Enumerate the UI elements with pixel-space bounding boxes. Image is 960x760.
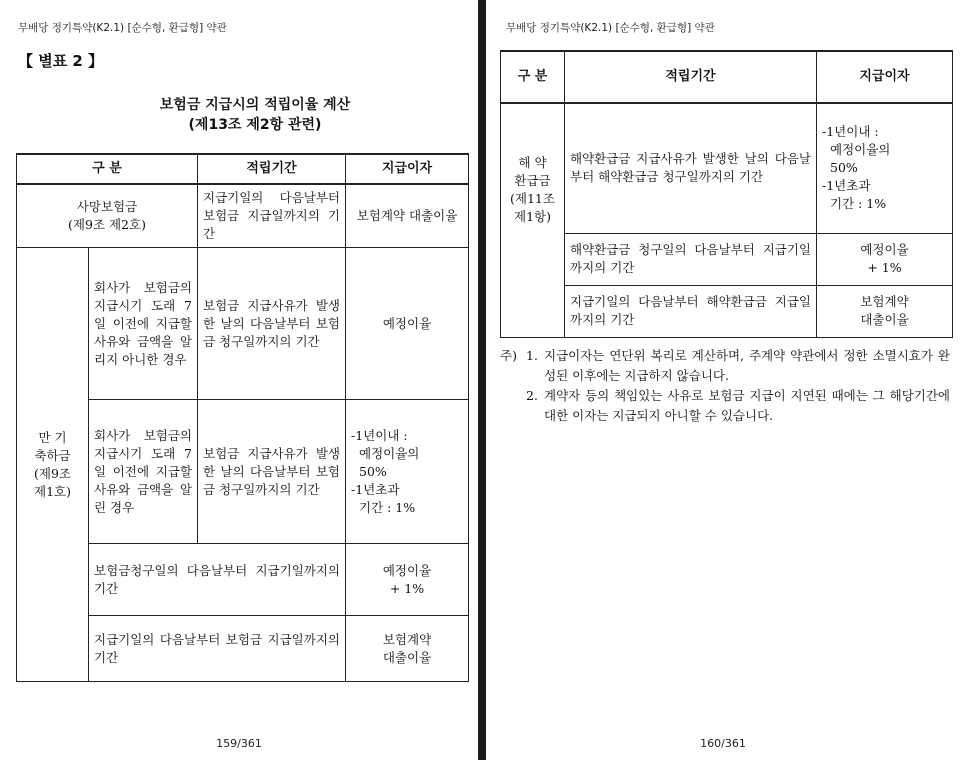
interest-line: 예정이율의 [830, 142, 891, 158]
running-header: 무배당 정기특약(K2.1) [순수형, 환급형] 약관 [18, 22, 227, 34]
refund-period-1: 해약환급금 지급사유가 발생한 날의 다음날부터 해약환급금 청구일까지의 기간 [565, 103, 817, 233]
interest-line: 50% [830, 160, 858, 176]
page-title: 보험금 지급시의 적립이율 계산 [159, 97, 351, 113]
refund-label-3: (제11조 [510, 191, 555, 206]
refund-period-3: 지급기일의 다음날부터 해약환급금 지급일까지의 기간 [565, 285, 817, 337]
refund-cell [501, 103, 565, 337]
maturity-label-3: (제9조 [34, 465, 71, 481]
page-subtitle: (제13조 제2항 관련) [188, 117, 322, 133]
interest-line: -1년초과 [822, 178, 871, 194]
refund-interest-1 [817, 103, 953, 233]
interest-line: + 1% [867, 260, 902, 275]
header-category: 구 분 [17, 154, 198, 184]
interest-line: 기간 : 1% [359, 499, 416, 515]
header-category: 구 분 [501, 51, 565, 103]
header-period: 적립기간 [198, 154, 346, 184]
interest-line: 대출이율 [382, 649, 432, 665]
annex-label: 【 별표 2 】 [18, 52, 104, 70]
condition-notified: 회사가 보험금의 지급시기 도래 7일 이전에 지급할 사유와 금액을 알린 경우 [89, 400, 198, 544]
note-number: 1. [526, 348, 538, 363]
condition-not-notified: 회사가 보험금의 지급시기 도래 7일 이전에 지급할 사유와 금액을 알리지 아니한 경우 [89, 248, 198, 400]
death-period: 지급기일의 다음날부터 보험금 지급일까지의 기간 [198, 184, 346, 248]
footnotes [500, 346, 950, 426]
interest-line: 보험계약 [382, 631, 432, 647]
maturity-label-1: 만 기 [38, 429, 67, 445]
document-page-160 [486, 0, 960, 760]
table-row [17, 184, 469, 248]
maturity-label-2: 축하금 [34, 447, 71, 463]
maturity-cell [17, 248, 89, 682]
refund-label-4: 제1항) [514, 209, 551, 224]
interest-line: 예정이율 [860, 242, 909, 257]
note-text: 지급이자는 연단위 복리로 계산하며, 주계약 약관에서 정한 소멸시효가 완성된 이후에는 지급하지 않습니다. [544, 348, 950, 383]
maturity-interest-3 [346, 544, 469, 616]
note-text: 계약자 등의 책임있는 사유로 보험금 지급이 지연된 때에는 그 해당기간에 대한 이자는 지급되지 아니할 수 있습니다. [544, 388, 950, 423]
document-page-159 [0, 0, 478, 760]
table-row [501, 285, 953, 337]
header-period: 적립기간 [565, 51, 817, 103]
death-benefit-cell [17, 184, 198, 248]
list-item [500, 346, 950, 386]
interest-line: 예정이율 [382, 562, 432, 578]
death-interest: 보험계약 대출이율 [346, 184, 469, 248]
page-number: 159/361 [216, 737, 262, 750]
note-prefix: 주) [500, 348, 517, 363]
refund-label-2: 환급금 [514, 173, 551, 188]
maturity-period-4: 지급기일의 다음날부터 보험금 지급일까지의 기간 [89, 616, 346, 682]
death-benefit-label: 사망보험금 [76, 199, 138, 214]
interest-line: -1년이내 : [351, 427, 408, 443]
note-number: 2. [526, 388, 538, 403]
refund-label-1: 해 약 [518, 155, 547, 170]
list-item [500, 386, 950, 426]
table-row [501, 233, 953, 285]
maturity-interest-4 [346, 616, 469, 682]
interest-table [500, 50, 953, 338]
table-row [501, 103, 953, 233]
maturity-label-4: 제1호) [34, 483, 71, 499]
table-row [17, 248, 469, 400]
maturity-period-3: 보험금청구일의 다음날부터 지급기일까지의 기간 [89, 544, 346, 616]
interest-line: 대출이율 [860, 312, 909, 327]
running-header: 무배당 정기특약(K2.1) [순수형, 환급형] 약관 [506, 22, 715, 34]
header-interest: 지급이자 [346, 154, 469, 184]
interest-line: + 1% [389, 580, 425, 596]
interest-line: 50% [359, 463, 387, 479]
maturity-interest-2 [346, 400, 469, 544]
page-number: 160/361 [700, 737, 746, 750]
maturity-period-2: 보험금 지급사유가 발생한 날의 다음날부터 보험금 청구일까지의 기간 [198, 400, 346, 544]
death-benefit-ref: (제9조 제2호) [68, 217, 146, 232]
header-interest: 지급이자 [817, 51, 953, 103]
interest-line: 예정이율의 [359, 445, 420, 461]
refund-interest-2 [817, 233, 953, 285]
interest-line: -1년초과 [351, 481, 400, 497]
interest-line: 보험계약 [860, 294, 909, 309]
maturity-period-1: 보험금 지급사유가 발생한 날의 다음날부터 보험금 청구일까지의 기간 [198, 248, 346, 400]
interest-table [16, 153, 469, 682]
refund-period-2: 해약환급금 청구일의 다음날부터 지급기일까지의 기간 [565, 233, 817, 285]
interest-line: 기간 : 1% [830, 196, 887, 212]
refund-interest-3 [817, 285, 953, 337]
maturity-interest-1: 예정이율 [346, 248, 469, 400]
interest-line: -1년이내 : [822, 124, 879, 140]
